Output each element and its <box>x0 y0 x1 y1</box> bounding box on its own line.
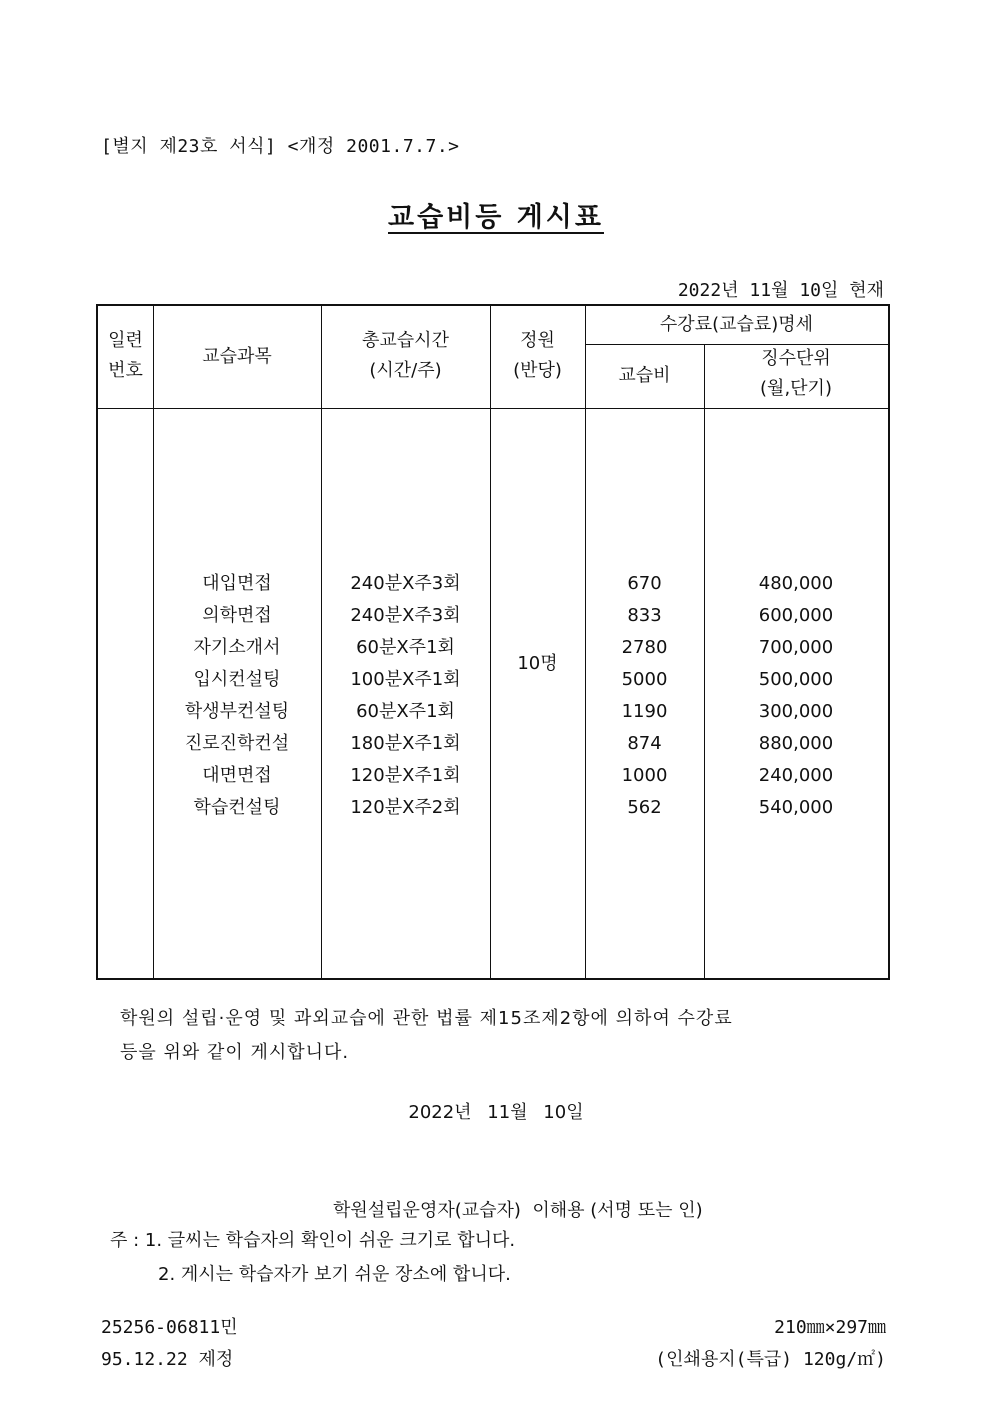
table-cell-fee: 562 <box>627 797 662 818</box>
table-cell-hours: 180분X주1회 <box>350 733 461 754</box>
table-cell-unit: 880,000 <box>758 733 834 754</box>
table-cell-fee: 1190 <box>621 701 668 722</box>
table-cell-subject: 자기소개서 <box>193 637 281 658</box>
table-header-divider <box>98 408 888 409</box>
header-serial-number <box>98 326 153 386</box>
header-total-hours-line2: (시간/주) <box>369 360 442 381</box>
header-capacity-line2: (반당) <box>513 360 562 381</box>
table-cell-subject: 입시컨설팅 <box>193 669 281 690</box>
note-line2: 2. 게시는 학습자가 보기 쉬운 장소에 합니다. <box>158 1264 511 1285</box>
notice-line1: 학원의 설립·운영 및 과외교습에 관한 법률 제15조제2항에 의하여 수강료 <box>120 1008 733 1029</box>
table-cell-unit: 600,000 <box>758 605 834 626</box>
table-cell-subject: 진로진학컨설 <box>184 733 290 754</box>
notice-line2: 등을 위와 같이 게시합니다. <box>120 1042 350 1063</box>
table-cell-unit: 700,000 <box>758 637 834 658</box>
posting-date: 2022년 11월 10일 <box>408 1102 584 1123</box>
table-cell-unit: 300,000 <box>758 701 834 722</box>
table-cell-unit: 240,000 <box>758 765 834 786</box>
fee-column <box>585 568 704 824</box>
table-cell-unit: 480,000 <box>758 573 834 594</box>
as-of-date: 2022년 11월 10일 현재 <box>677 280 884 301</box>
header-fee-group: 수강료(교습료)명세 <box>659 314 814 335</box>
operator-signature: 학원설립운영자(교습자) 이해용 (서명 또는 인) <box>333 1200 703 1221</box>
header-fee: 교습비 <box>618 365 671 386</box>
notice-text <box>120 1002 733 1070</box>
hours-column <box>321 568 490 824</box>
header-total-hours <box>321 326 490 386</box>
capacity-value: 10명 <box>517 653 558 674</box>
table-cell-hours: 60분X주1회 <box>356 637 455 658</box>
enacted-date: 95.12.22 제정 <box>101 1349 234 1370</box>
header-serial-line1: 일련 <box>108 330 143 351</box>
table-cell-subject: 학습컨설팅 <box>193 797 281 818</box>
table-cell-subject: 대면면접 <box>202 765 272 786</box>
table-cell-fee: 670 <box>627 573 662 594</box>
paper-size: 210㎜×297㎜ <box>774 1317 886 1338</box>
note-line1: 주 : 1. 글씨는 학습자의 확인이 쉬운 크기로 합니다. <box>110 1230 516 1251</box>
header-unit-line2: (월,단기) <box>760 378 832 399</box>
header-capacity <box>490 326 585 386</box>
table-cell-fee: 833 <box>627 605 662 626</box>
form-reference: [별지 제23호 서식] <개정 2001.7.7.> <box>101 136 460 157</box>
header-unit-line1: 징수단위 <box>761 348 831 369</box>
table-cell-hours: 60분X주1회 <box>356 701 455 722</box>
table-cell-fee: 2780 <box>621 637 668 658</box>
unit-column <box>704 568 888 824</box>
table-cell-hours: 100분X주1회 <box>350 669 461 690</box>
document-title <box>0 195 992 234</box>
form-code: 25256-06811민 <box>101 1317 238 1338</box>
capacity-value-cell <box>490 648 585 680</box>
header-subject: 교습과목 <box>202 346 272 367</box>
table-cell-unit: 540,000 <box>758 797 834 818</box>
table-cell-hours: 120분X주1회 <box>350 765 461 786</box>
table-divider <box>490 306 491 978</box>
header-unit <box>704 344 888 404</box>
table-cell-unit: 500,000 <box>758 669 834 690</box>
table-cell-subject: 의학면접 <box>202 605 272 626</box>
header-capacity-line1: 정원 <box>520 330 555 351</box>
table-cell-hours: 240분X주3회 <box>350 605 461 626</box>
notes <box>110 1224 515 1292</box>
header-total-hours-line1: 총교습시간 <box>362 330 449 351</box>
fee-table <box>96 304 890 980</box>
table-cell-hours: 120분X주2회 <box>350 797 461 818</box>
document-title-text: 교습비등 게시표 <box>388 202 604 233</box>
header-serial-line2: 번호 <box>108 360 143 381</box>
table-cell-fee: 874 <box>627 733 662 754</box>
table-cell-subject: 학생부컨설팅 <box>184 701 290 722</box>
table-cell-hours: 240분X주3회 <box>350 573 461 594</box>
subject-column <box>153 568 321 824</box>
table-cell-fee: 1000 <box>621 765 668 786</box>
table-cell-fee: 5000 <box>621 669 668 690</box>
paper-spec: (인쇄용지(특급) 120g/㎡) <box>655 1349 886 1370</box>
table-cell-subject: 대입면접 <box>202 573 272 594</box>
